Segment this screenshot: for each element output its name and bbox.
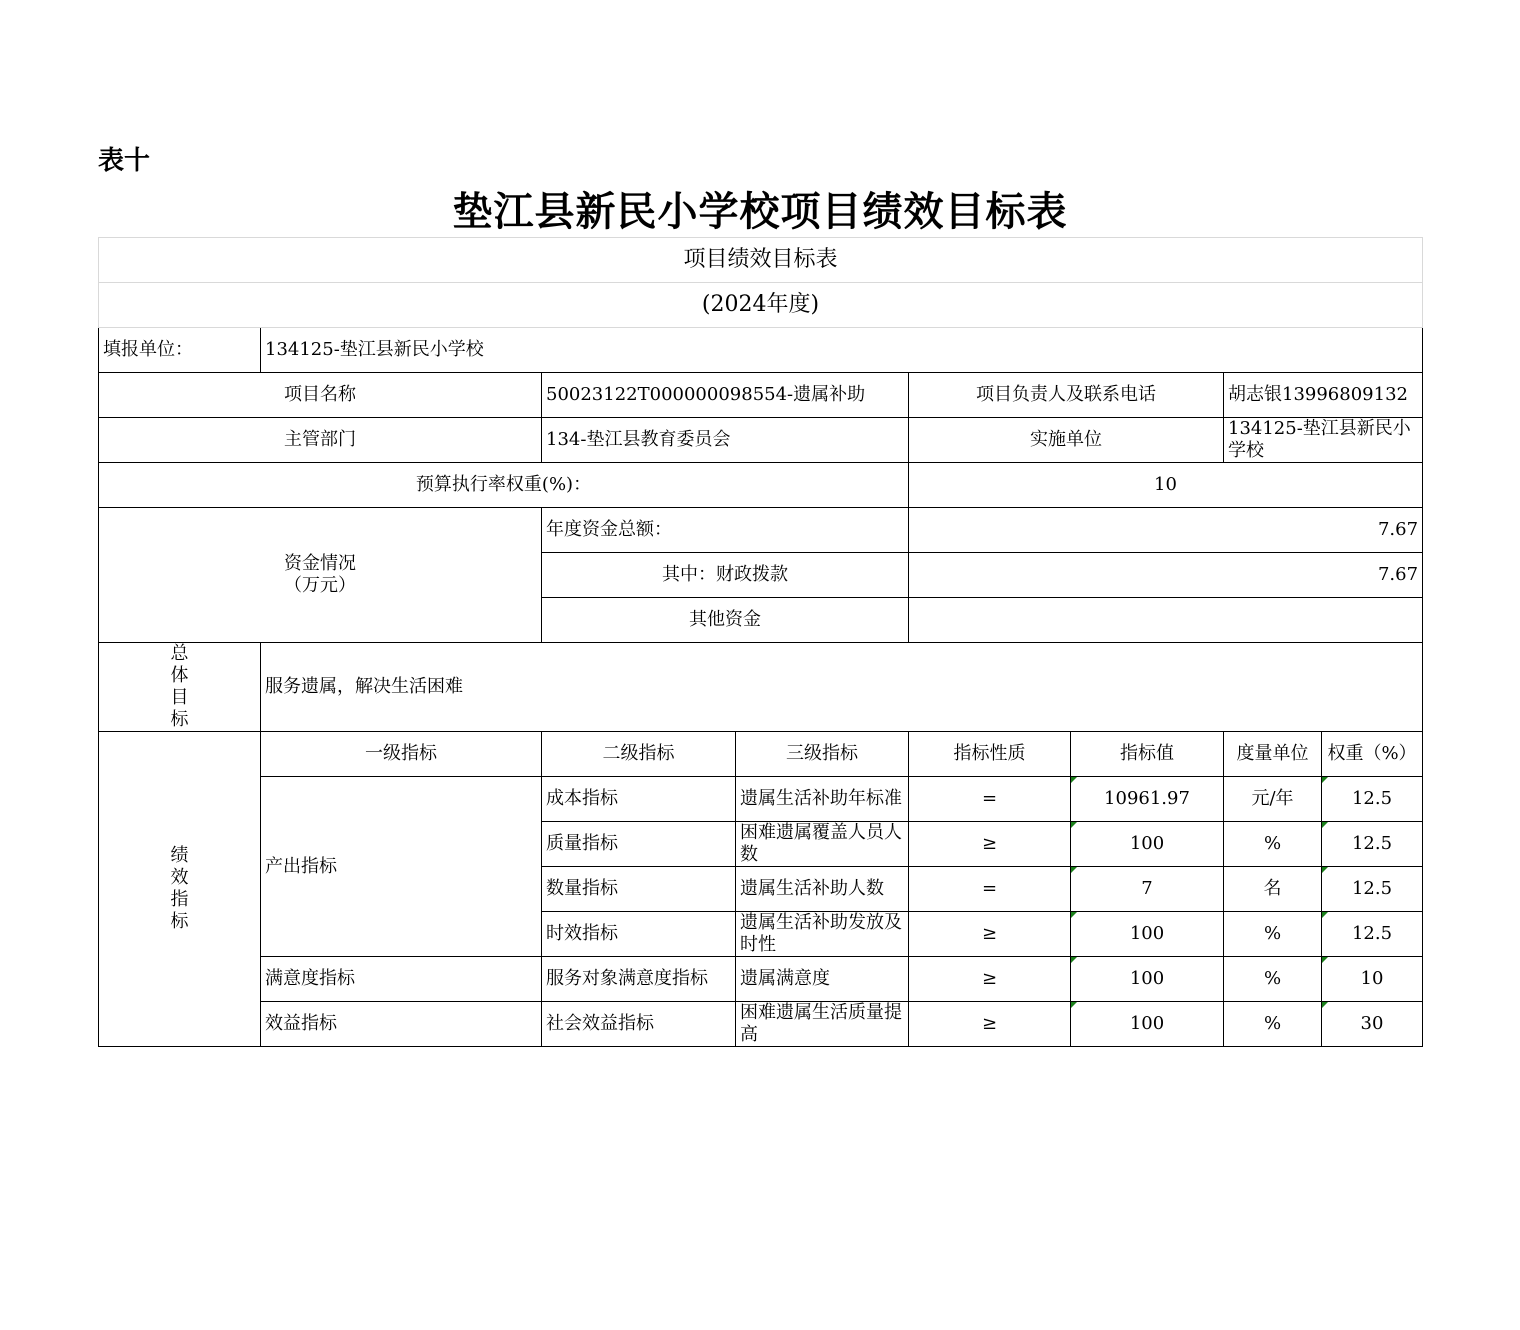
overall-goal-char: 体	[170, 665, 189, 686]
fill-unit-value: 134125-垫江县新民小学校	[261, 328, 1423, 373]
fill-unit-label: 填报单位：	[99, 328, 261, 373]
header-weight: 权重（%）	[1322, 732, 1423, 777]
indicators-char: 绩	[170, 845, 189, 866]
nature-cell: ≥	[909, 822, 1071, 867]
level3-cell	[736, 912, 909, 957]
funds-other-label: 其他资金	[542, 598, 909, 643]
unit-cell: 元/年	[1224, 777, 1322, 822]
table-label: 表十	[98, 146, 151, 176]
header-unit: 度量单位	[1224, 732, 1322, 777]
overall-goal-label	[99, 643, 261, 732]
table-row	[99, 957, 1423, 1002]
performance-target-table	[98, 237, 1423, 1047]
overall-goal-char: 目	[170, 687, 189, 708]
nature-cell: ≥	[909, 957, 1071, 1002]
indicators-char: 效	[170, 867, 189, 888]
funds-fiscal-label: 其中：财政拨款	[542, 553, 909, 598]
document-title: 垫江县新民小学校项目绩效目标表	[452, 188, 1068, 235]
implementing-unit-value	[1224, 418, 1423, 463]
unit-cell: %	[1224, 912, 1322, 957]
unit-cell: %	[1224, 1002, 1322, 1047]
weight-cell: 12.5	[1322, 822, 1423, 867]
level3-cell	[736, 777, 909, 822]
header-value: 指标值	[1071, 732, 1224, 777]
implementing-unit-text: 134125-垫江县新民小学校	[1228, 418, 1411, 461]
level3-cell	[736, 1002, 909, 1047]
value-cell: 100	[1071, 822, 1224, 867]
value-cell: 100	[1071, 957, 1224, 1002]
level1-cell: 满意度指标	[261, 957, 542, 1002]
level3-cell	[736, 867, 909, 912]
nature-cell: =	[909, 867, 1071, 912]
level2-cell: 质量指标	[542, 822, 736, 867]
weight-cell: 10	[1322, 957, 1423, 1002]
overall-goal-char: 总	[170, 643, 189, 664]
funds-other-value	[909, 598, 1423, 643]
level2-cell: 时效指标	[542, 912, 736, 957]
budget-weight-label: 预算执行率权重(%)：	[99, 463, 909, 508]
budget-weight-value: 10	[909, 463, 1423, 508]
funds-total-label: 年度资金总额：	[542, 508, 909, 553]
funds-label	[99, 508, 542, 643]
overall-goal-char: 标	[170, 709, 189, 730]
level2-cell: 数量指标	[542, 867, 736, 912]
department-label: 主管部门	[99, 418, 542, 463]
level3-text: 困难遗属覆盖人员人数	[740, 822, 902, 865]
funds-fiscal-value: 7.67	[909, 553, 1423, 598]
header-nature: 指标性质	[909, 732, 1071, 777]
value-cell: 7	[1071, 867, 1224, 912]
unit-cell: %	[1224, 957, 1322, 1002]
level1-cell: 效益指标	[261, 1002, 542, 1047]
funds-total-value: 7.67	[909, 508, 1423, 553]
weight-cell: 12.5	[1322, 912, 1423, 957]
department-value: 134-垫江县教育委员会	[542, 418, 909, 463]
table-row	[99, 1002, 1423, 1047]
sheet-year: (2024年度)	[99, 283, 1423, 328]
funds-label-line2: （万元）	[284, 575, 356, 596]
weight-cell: 12.5	[1322, 777, 1423, 822]
level2-cell: 成本指标	[542, 777, 736, 822]
project-leader-label: 项目负责人及联系电话	[909, 373, 1224, 418]
indicators-label	[99, 732, 261, 1047]
indicators-char: 指	[170, 889, 189, 910]
weight-cell: 30	[1322, 1002, 1423, 1047]
level3-text: 遗属生活补助年标准	[740, 788, 902, 809]
header-level3: 三级指标	[736, 732, 909, 777]
nature-cell: =	[909, 777, 1071, 822]
level3-cell	[736, 822, 909, 867]
unit-cell: 名	[1224, 867, 1322, 912]
funds-label-line1: 资金情况	[284, 553, 356, 574]
sheet-title: 项目绩效目标表	[99, 238, 1423, 283]
project-leader-value: 胡志银13996809132	[1224, 373, 1423, 418]
table-row	[99, 777, 1423, 822]
implementing-unit-label: 实施单位	[909, 418, 1224, 463]
value-cell: 10961.97	[1071, 777, 1224, 822]
project-name-value: 50023122T000000098554-遗属补助	[542, 373, 909, 418]
level3-text: 困难遗属生活质量提高	[740, 1002, 902, 1045]
nature-cell: ≥	[909, 1002, 1071, 1047]
level2-cell: 服务对象满意度指标	[542, 957, 736, 1002]
weight-cell: 12.5	[1322, 867, 1423, 912]
output-indicator-group: 产出指标	[261, 777, 542, 957]
level3-text: 遗属生活补助发放及时性	[740, 912, 902, 955]
header-level1: 一级指标	[261, 732, 542, 777]
unit-cell: %	[1224, 822, 1322, 867]
value-cell: 100	[1071, 912, 1224, 957]
overall-goal-value: 服务遗属，解决生活困难	[261, 643, 1423, 732]
indicators-char: 标	[170, 911, 189, 932]
header-level2: 二级指标	[542, 732, 736, 777]
level2-cell: 社会效益指标	[542, 1002, 736, 1047]
nature-cell: ≥	[909, 912, 1071, 957]
level3-cell: 遗属满意度	[736, 957, 909, 1002]
value-cell: 100	[1071, 1002, 1224, 1047]
project-name-label: 项目名称	[99, 373, 542, 418]
level3-text: 遗属生活补助人数	[740, 878, 884, 899]
